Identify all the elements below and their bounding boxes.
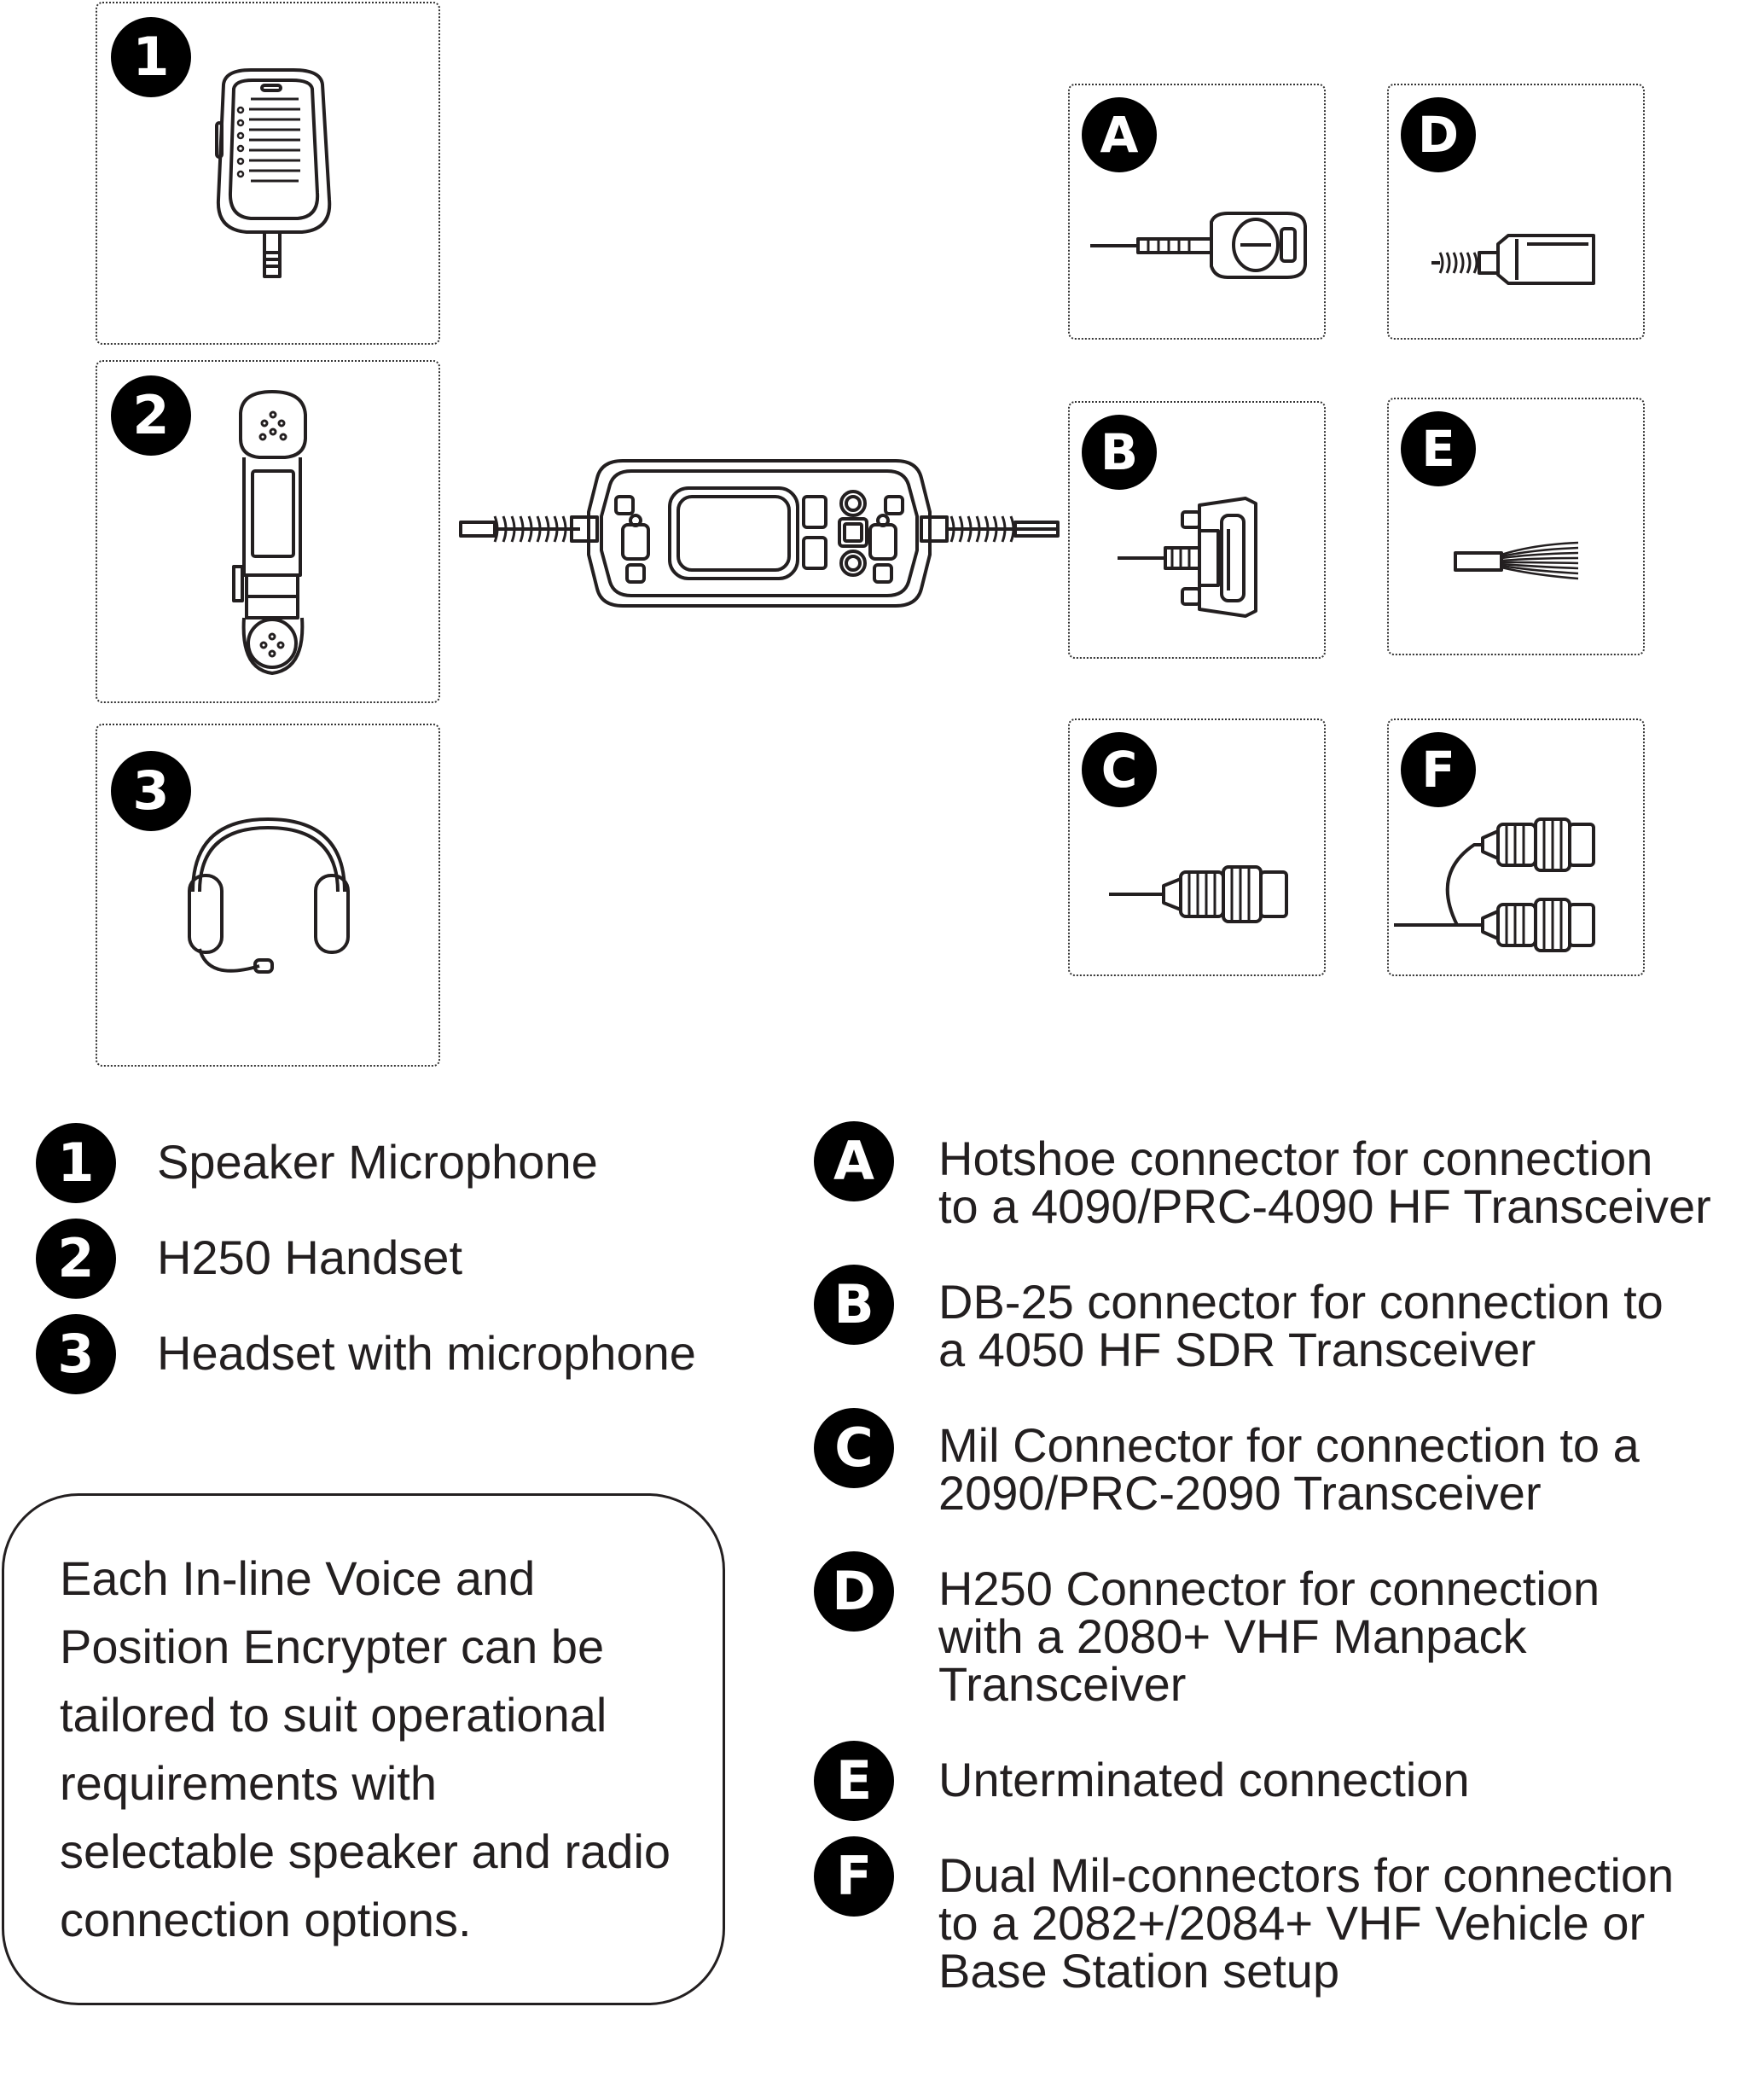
marker-badge-e: E xyxy=(1401,411,1476,486)
legend-label-handset: H250 Handset xyxy=(157,1230,463,1284)
hotshoe-connector-icon xyxy=(1070,85,1327,341)
panel-connector-c xyxy=(1068,718,1326,976)
legend-line: DB-25 connector for connection to xyxy=(938,1275,1664,1329)
marker-badge-b: B xyxy=(1082,415,1157,490)
panel-connector-f xyxy=(1387,718,1645,976)
legend-line: with a 2080+ VHF Manpack xyxy=(938,1609,1527,1663)
marker-badge-1: 1 xyxy=(111,17,191,97)
headset-icon xyxy=(97,725,442,1068)
dual-mil-connector-icon xyxy=(1389,720,1646,978)
info-line: tailored to suit operational xyxy=(60,1688,607,1742)
legend-badge-1: 1 xyxy=(36,1123,116,1203)
legend-badge-e: E xyxy=(814,1741,894,1821)
legend-badge-f: F xyxy=(814,1836,894,1917)
speaker-microphone-icon xyxy=(97,3,442,346)
panel-connector-b xyxy=(1068,401,1326,659)
mil-connector-icon xyxy=(1070,720,1327,978)
inline-encrypter-device-icon xyxy=(452,444,1066,623)
legend-badge-b: B xyxy=(814,1265,894,1345)
h250-connector-icon xyxy=(1389,85,1646,341)
panel-handset xyxy=(96,360,440,703)
marker-badge-2: 2 xyxy=(111,375,191,456)
legend-line: Transceiver xyxy=(938,1657,1187,1711)
panel-speaker-microphone xyxy=(96,2,440,345)
marker-badge-a: A xyxy=(1082,97,1157,172)
legend-label-speaker-microphone: Speaker Microphone xyxy=(157,1135,598,1189)
legend-line: 2090/PRC-2090 Transceiver xyxy=(938,1466,1542,1520)
unterminated-wires-icon xyxy=(1389,399,1646,657)
info-line: Position Encrypter can be xyxy=(60,1620,605,1673)
info-line: selectable speaker and radio xyxy=(60,1824,671,1878)
info-text xyxy=(60,1544,708,1954)
legend-label-headset: Headset with microphone xyxy=(157,1326,696,1380)
info-line: Each In-line Voice and xyxy=(60,1551,536,1605)
legend-badge-c: C xyxy=(814,1408,894,1488)
panel-connector-e xyxy=(1387,398,1645,655)
handset-icon xyxy=(97,362,442,705)
legend-line: Unterminated connection xyxy=(938,1753,1470,1806)
info-line: connection options. xyxy=(60,1893,472,1946)
marker-badge-c: C xyxy=(1082,732,1157,807)
panel-connector-d xyxy=(1387,84,1645,340)
legend-line: Hotshoe connector for connection xyxy=(938,1131,1653,1185)
legend-line: Mil Connector for connection to a xyxy=(938,1418,1640,1472)
db25-connector-icon xyxy=(1070,403,1327,660)
legend-badge-3: 3 xyxy=(36,1314,116,1394)
legend-line: to a 2082+/2084+ VHF Vehicle or xyxy=(938,1896,1646,1950)
legend-badge-a: A xyxy=(814,1121,894,1201)
legend-line: H250 Connector for connection xyxy=(938,1562,1600,1615)
panel-headset xyxy=(96,724,440,1067)
legend-line: Dual Mil-connectors for connection xyxy=(938,1848,1675,1902)
legend-badge-2: 2 xyxy=(36,1219,116,1299)
legend-line: a 4050 HF SDR Transceiver xyxy=(938,1323,1536,1376)
legend-line: Base Station setup xyxy=(938,1944,1340,1998)
panel-connector-a xyxy=(1068,84,1326,340)
legend-line: to a 4090/PRC-4090 HF Transceiver xyxy=(938,1179,1711,1233)
marker-badge-3: 3 xyxy=(111,751,191,831)
marker-badge-f: F xyxy=(1401,732,1476,807)
info-line: requirements with xyxy=(60,1756,437,1810)
marker-badge-d: D xyxy=(1401,97,1476,172)
legend-badge-d: D xyxy=(814,1551,894,1632)
